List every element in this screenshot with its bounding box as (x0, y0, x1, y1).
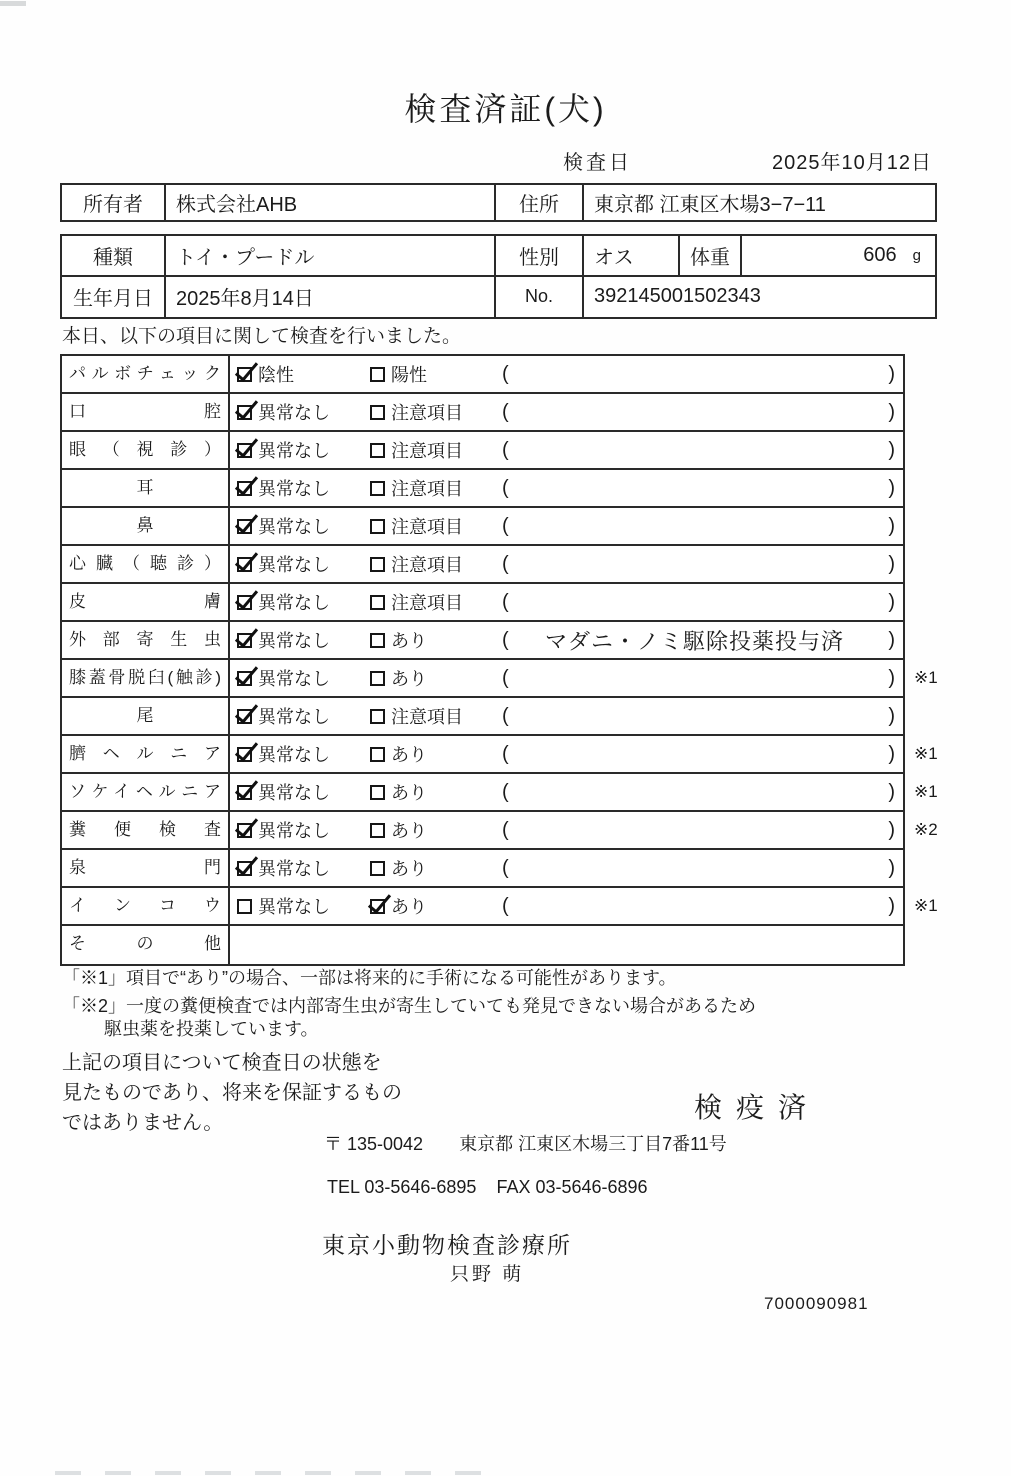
paren-close: ) (888, 894, 895, 917)
checkbox-caution[interactable] (370, 519, 385, 534)
row-footnote-ref: ※1 (914, 744, 938, 763)
table-row (62, 736, 938, 774)
item-label: 眼（視診） (62, 432, 230, 468)
checkbox-normal[interactable] (237, 709, 252, 724)
checkbox-caution[interactable] (370, 405, 385, 420)
option-label: あり (391, 745, 427, 765)
paren-open: ( (502, 856, 509, 879)
option-label: あり (391, 783, 427, 803)
clinic-fax: FAX 03-5646-6896 (496, 1177, 648, 1197)
table-row (62, 774, 938, 812)
option-label: 異常なし (258, 821, 330, 841)
table-row (62, 432, 903, 470)
option-label: 陽性 (391, 365, 427, 385)
checklist-table (60, 354, 938, 966)
address-value: 東京都 江東区木場3−7−11 (594, 194, 826, 216)
species-value: トイ・プードル (166, 236, 496, 275)
checkbox-caution[interactable] (370, 481, 385, 496)
paren-close: ) (888, 818, 895, 841)
paren-open: ( (502, 704, 509, 727)
table-row (62, 926, 903, 964)
disclaimer-line: ではありません。 (62, 1112, 224, 1134)
disclaimer-statement (62, 1048, 402, 1138)
owner-table (60, 183, 937, 222)
checkbox-caution[interactable] (370, 709, 385, 724)
checkbox-present[interactable] (370, 747, 385, 762)
checkbox-present[interactable] (370, 899, 385, 914)
paren-open: ( (502, 666, 509, 689)
item-label: 皮膚 (62, 584, 230, 620)
clinic-telfax-line (327, 1177, 648, 1198)
paren-close: ) (888, 362, 895, 385)
remark-value (520, 850, 869, 886)
paren-open: ( (502, 362, 509, 385)
sex-value: オス (584, 236, 680, 275)
remark-value (520, 356, 869, 392)
remark-value (520, 508, 869, 544)
option-label: 異常なし (258, 479, 330, 499)
remark-value (520, 584, 869, 620)
clinic-tel: TEL 03-5646-6895 (327, 1177, 477, 1197)
checkbox-normal[interactable] (237, 785, 252, 800)
clinic-address: 東京都 江東区木場三丁目7番11号 (459, 1134, 727, 1154)
remark-value (520, 736, 869, 772)
option-label: 陰性 (258, 365, 294, 385)
weight-number: 606 (863, 243, 897, 266)
checkbox-normal[interactable] (237, 899, 252, 914)
table-row (62, 812, 938, 850)
item-label: その他 (62, 926, 230, 964)
serial-number: 7000090981 (764, 1294, 869, 1313)
weight-value (742, 236, 935, 275)
table-row (62, 394, 903, 432)
paren-close: ) (888, 400, 895, 423)
paren-close: ) (888, 666, 895, 689)
remark-value (520, 470, 869, 506)
option-label: 異常なし (258, 441, 330, 461)
table-row (62, 356, 903, 394)
paren-open: ( (502, 438, 509, 461)
clinic-name: 東京小動物検査診療所 (322, 1232, 572, 1258)
item-label: 膝蓋骨脱臼(触診) (62, 660, 230, 696)
weight-label: 体重 (680, 236, 742, 275)
page-title: 検査済証(犬) (404, 91, 607, 127)
checkbox-normal[interactable] (237, 481, 252, 496)
option-label: 異常なし (258, 555, 330, 575)
checkbox-present[interactable] (370, 671, 385, 686)
paren-open: ( (502, 400, 509, 423)
checkbox-normal[interactable] (237, 747, 252, 762)
disclaimer-line: 見たものであり、将来を保証するもの (62, 1082, 402, 1104)
row-footnote-ref: ※2 (914, 820, 938, 839)
option-label: 注意項目 (391, 403, 463, 423)
weight-unit: g (912, 246, 921, 264)
option-label: あり (391, 669, 427, 689)
paren-close: ) (888, 780, 895, 803)
checkbox-normal[interactable] (237, 671, 252, 686)
option-label: あり (391, 859, 427, 879)
item-label: 心臓（聴診） (62, 546, 230, 582)
option-label: 注意項目 (391, 707, 463, 727)
table-row (62, 850, 903, 888)
paren-close: ) (888, 514, 895, 537)
paren-open: ( (502, 590, 509, 613)
checkbox-caution[interactable] (370, 443, 385, 458)
paren-open: ( (502, 476, 509, 499)
table-row (62, 508, 903, 546)
remark-value (520, 774, 869, 810)
scan-artifact-top (0, 1, 26, 6)
item-label: 尾 (62, 698, 230, 734)
option-label: 異常なし (258, 669, 330, 689)
item-label: 耳 (62, 470, 230, 506)
paren-open: ( (502, 514, 509, 537)
paren-open: ( (502, 628, 509, 651)
checkbox-positive[interactable] (370, 367, 385, 382)
option-label: 異常なし (258, 631, 330, 651)
checkbox-normal[interactable] (237, 405, 252, 420)
option-label: 異常なし (258, 403, 330, 423)
table-row (62, 622, 903, 660)
option-label: あり (391, 631, 427, 651)
checkbox-normal[interactable] (237, 861, 252, 876)
option-label: 異常なし (258, 783, 330, 803)
item-label: 臍ヘルニア (62, 736, 230, 772)
checkbox-caution[interactable] (370, 557, 385, 572)
footnote-2-continued: 駆虫薬を投薬しています。 (104, 1019, 319, 1039)
item-label: 口腔 (62, 394, 230, 430)
item-label: インコウ (62, 888, 230, 924)
checkbox-normal[interactable] (237, 595, 252, 610)
paren-close: ) (888, 438, 895, 461)
option-label: 異常なし (258, 897, 330, 917)
scan-artifact-bottom (55, 1471, 495, 1475)
paren-close: ) (888, 590, 895, 613)
table-row (62, 888, 938, 926)
paren-open: ( (502, 818, 509, 841)
birthdate-label: 生年月日 (62, 277, 166, 318)
row-footnote-ref: ※1 (914, 782, 938, 801)
remark-value (520, 698, 869, 734)
paren-close: ) (888, 628, 895, 651)
option-label: 注意項目 (391, 593, 463, 613)
owner-label: 所有者 (62, 185, 166, 220)
checkbox-normal[interactable] (237, 633, 252, 648)
item-label: パルボチェック (62, 356, 230, 392)
option-label: 異常なし (258, 859, 330, 879)
item-label: 鼻 (62, 508, 230, 544)
option-label: あり (391, 821, 427, 841)
table-row (62, 470, 903, 508)
species-label: 種類 (62, 236, 166, 275)
checkbox-caution[interactable] (370, 595, 385, 610)
sex-label: 性別 (496, 236, 584, 275)
disclaimer-line: 上記の項目について検査日の状態を (62, 1052, 382, 1074)
checkbox-present[interactable] (370, 785, 385, 800)
clinic-address-line (324, 1130, 727, 1156)
remark-value (520, 888, 869, 924)
footnote-1: 「※1」項目で“あり”の場合、一部は将来的に手術になる可能性があります。 (62, 968, 677, 988)
checkbox-present[interactable] (370, 823, 385, 838)
checkbox-normal[interactable] (237, 519, 252, 534)
row-footnote-ref: ※1 (914, 896, 938, 915)
remark-value: マダニ・ノミ駆除投薬投与済 (544, 628, 844, 654)
paren-open: ( (502, 780, 509, 803)
remark-value (520, 660, 869, 696)
other-empty-cell (230, 926, 903, 964)
option-label: あり (391, 897, 427, 917)
checkbox-present[interactable] (370, 861, 385, 876)
intro-text: 本日、以下の項目に関して検査を行いました。 (62, 326, 462, 347)
checkbox-normal[interactable] (237, 823, 252, 838)
option-label: 異常なし (258, 707, 330, 727)
paren-open: ( (502, 894, 509, 917)
footnote-2: 「※2」一度の糞便検査では内部寄生虫が寄生していても発見できない場合があるため (62, 996, 757, 1016)
remark-value (520, 394, 869, 430)
checkbox-normal[interactable] (237, 557, 252, 572)
inspection-date-label: 検査日 (563, 152, 632, 174)
table-row (62, 698, 903, 736)
option-label: 注意項目 (391, 479, 463, 499)
item-label: 泉門 (62, 850, 230, 886)
paren-close: ) (888, 742, 895, 765)
row-footnote-ref: ※1 (914, 668, 938, 687)
item-label: 糞便検査 (62, 812, 230, 848)
number-label: No. (496, 277, 584, 318)
remark-value (520, 546, 869, 582)
item-label: 外部寄生虫 (62, 622, 230, 658)
option-label: 異常なし (258, 517, 330, 537)
paren-open: ( (502, 552, 509, 575)
table-row (62, 584, 903, 622)
option-label: 注意項目 (391, 555, 463, 575)
table-row (62, 660, 938, 698)
address-label: 住所 (496, 185, 584, 220)
veterinarian-name: 只野 萌 (450, 1264, 525, 1285)
checkbox-present[interactable] (370, 633, 385, 648)
option-label: 異常なし (258, 745, 330, 765)
postal-code: 〒 135-0042 (324, 1134, 424, 1154)
number-value: 392145001502343 (594, 285, 761, 308)
paren-close: ) (888, 856, 895, 879)
option-label: 注意項目 (391, 441, 463, 461)
item-label: ソケイヘルニア (62, 774, 230, 810)
paren-close: ) (888, 476, 895, 499)
paren-close: ) (888, 704, 895, 727)
owner-value: 株式会社AHB (166, 185, 496, 220)
inspection-date-value: 2025年10月12日 (772, 152, 932, 174)
remark-value (520, 812, 869, 848)
checkbox-negative[interactable] (237, 367, 252, 382)
paren-close: ) (888, 552, 895, 575)
quarantine-stamp: 検疫済 (694, 1092, 821, 1123)
table-row (62, 546, 903, 584)
birthdate-value: 2025年8月14日 (166, 277, 496, 318)
paren-open: ( (502, 742, 509, 765)
animal-info-table (60, 234, 937, 319)
remark-value (520, 432, 869, 468)
option-label: 異常なし (258, 593, 330, 613)
option-label: 注意項目 (391, 517, 463, 537)
checkbox-normal[interactable] (237, 443, 252, 458)
